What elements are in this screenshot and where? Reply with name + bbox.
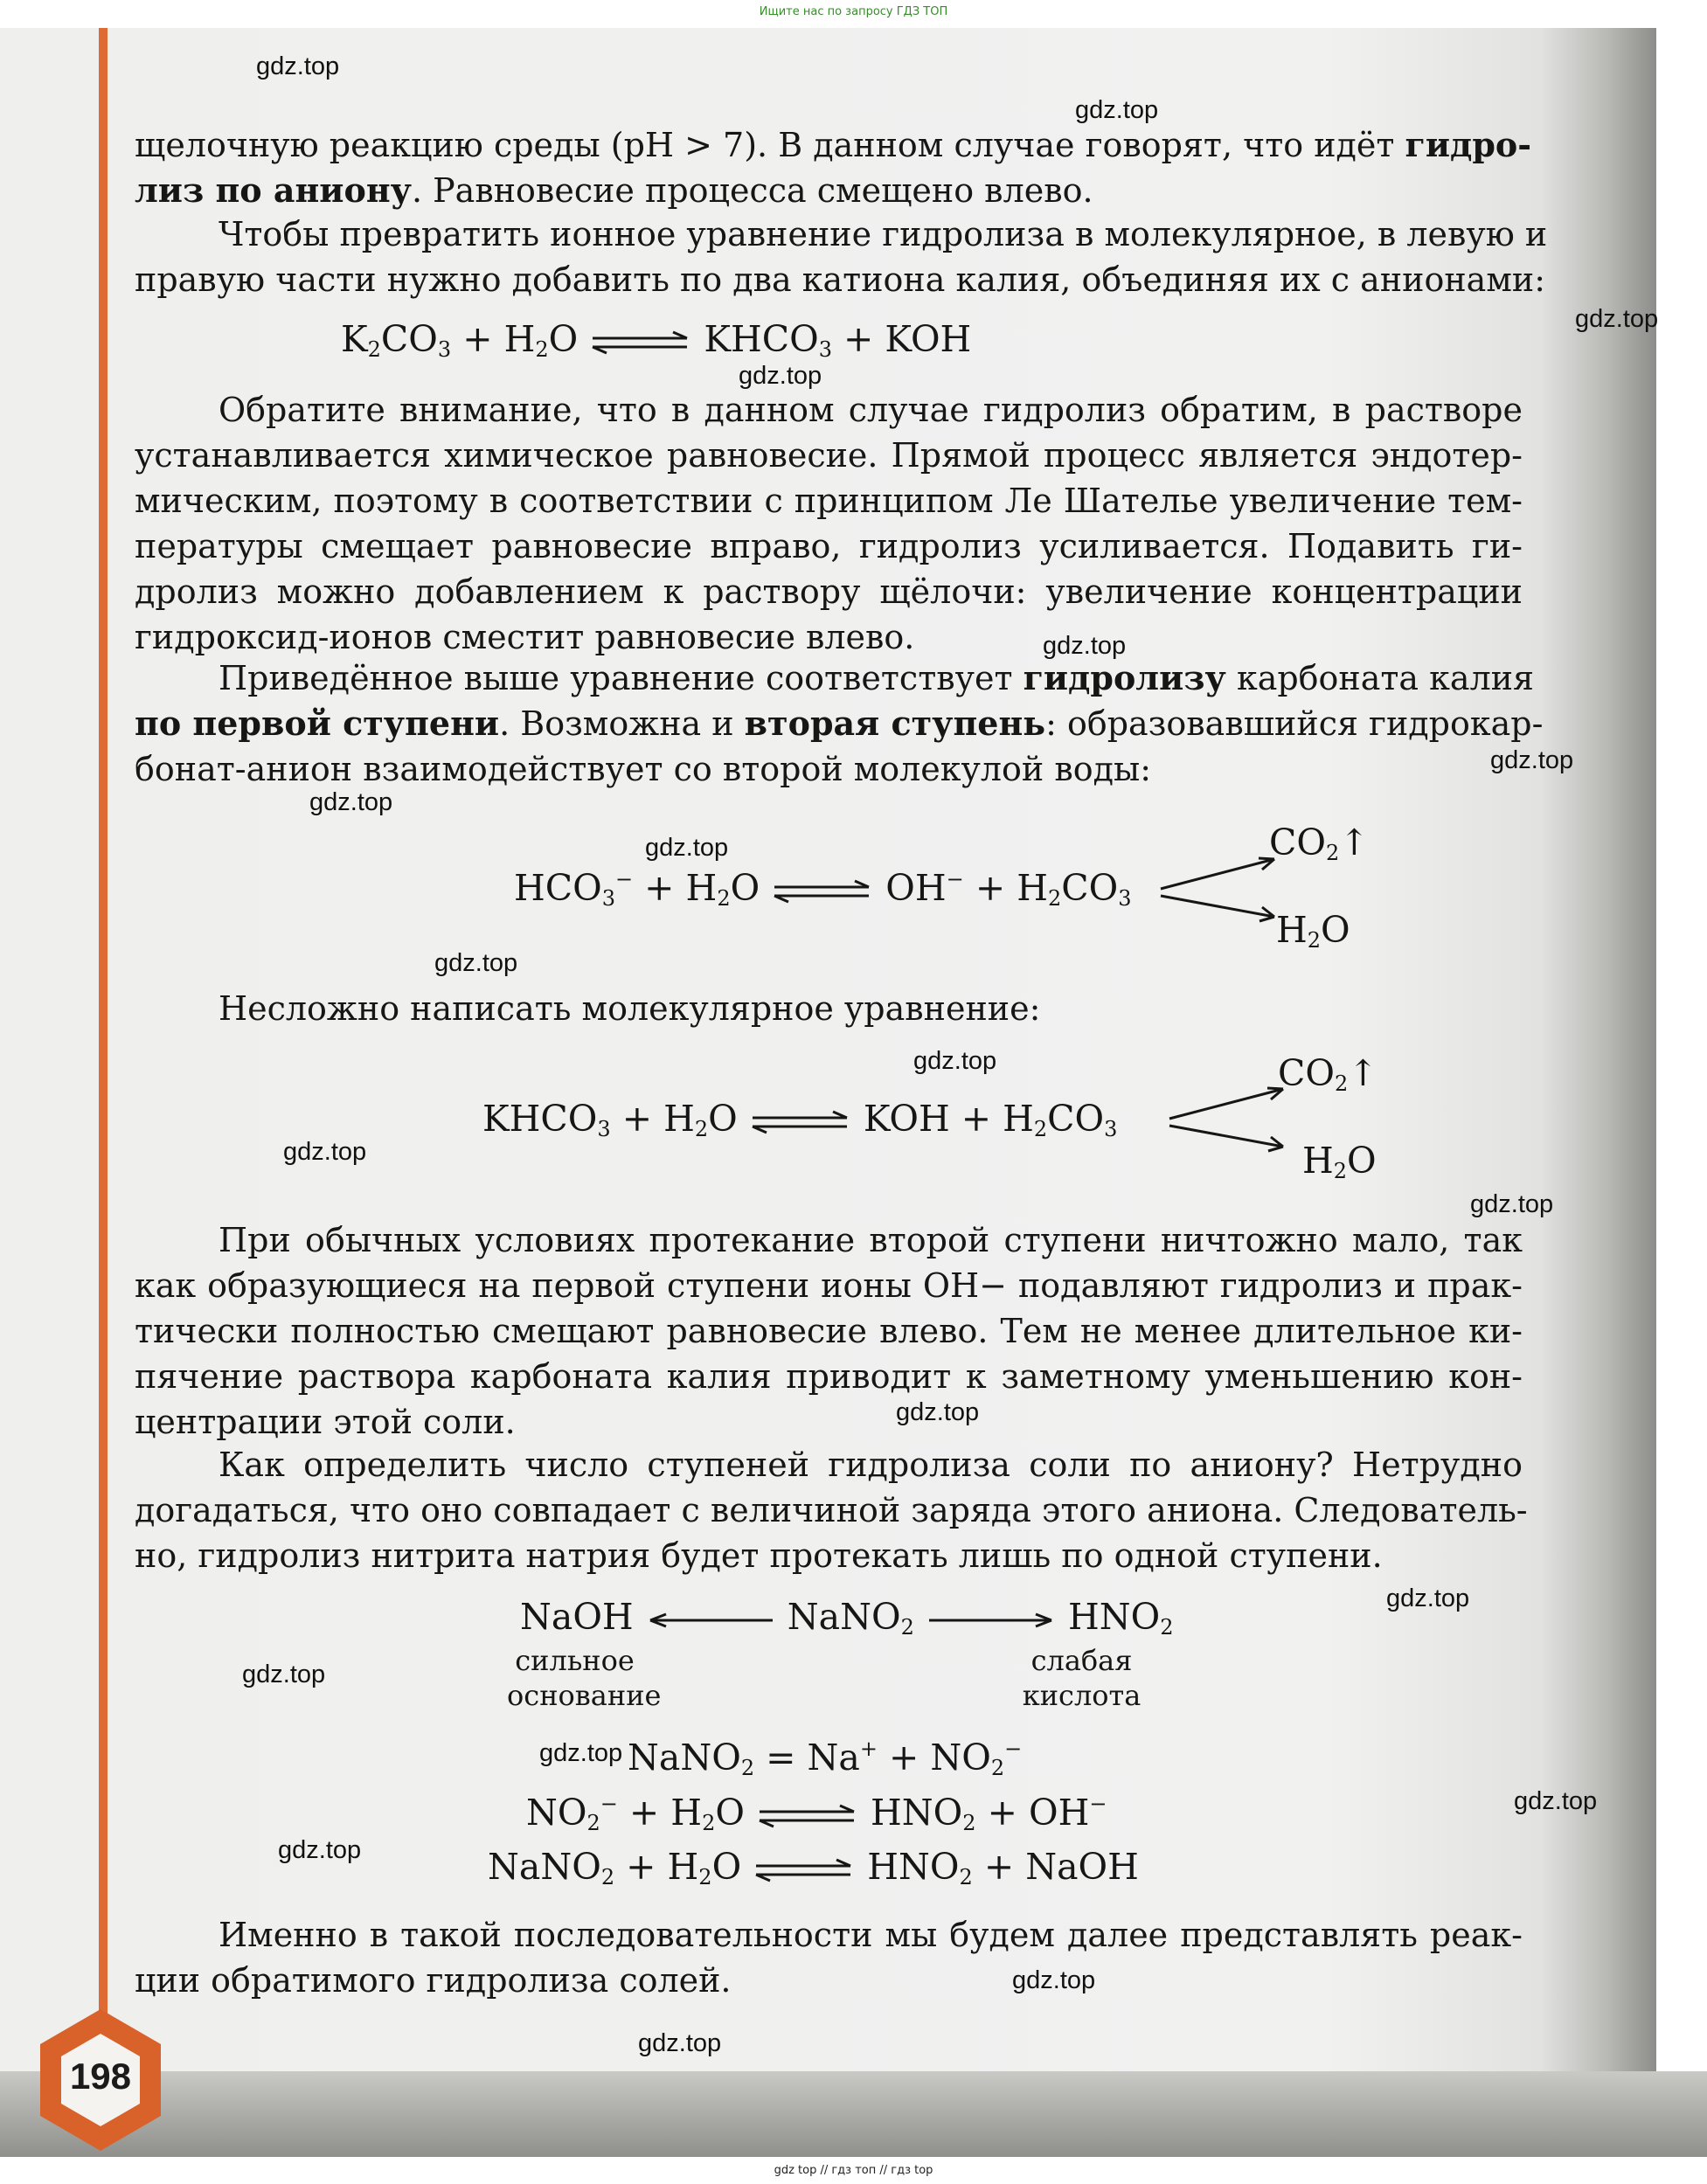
watermark: gdz.top <box>1075 96 1159 124</box>
paragraph-4: Приведённое выше уравнение соответствует гидролизу карбоната калия по первой ступени. Возможна и вторая ступень: образовавшийся гидрокар- бонат-анион взаимодействует со второй молекулой воды: <box>135 658 1544 788</box>
watermark: gdz.top <box>278 1836 362 1864</box>
watermark: gdz.top <box>434 949 518 977</box>
paragraph-5: Несложно написать молекулярное уравнение: <box>219 989 1041 1028</box>
equation-nano2-dissociation: NaNO$_2$ = $Na^+ + NO_2^-$ <box>628 1737 1023 1780</box>
paragraph-2: Чтобы превратить ионное уравнение гидролиза в молекулярное, в левую и правую части нужно добавить по два катиона калия, объединяя их с анионами: <box>135 215 1548 299</box>
equation-k2co3-hydrolysis: $K_2CO_3 + H_2O$ $KHCO_3$ + KOH <box>341 318 972 362</box>
watermark: gdz.top <box>256 52 340 80</box>
watermark: gdz.top <box>739 362 822 390</box>
paragraph-6: При обычных условиях протекание второй ступени ничтожно мало, так как образующиеся на первой ступени ионы OH− подавляют гидролиз и прак- тически полностью смещают равновесие влево. Тем не менее длительное ки- пячение раствора карбоната калия приводит к заметному уменьшению кон- центрации этой соли. <box>135 1221 1523 1441</box>
equation-hco3-hydrolysis: $HCO_3^- + H_2O$ $OH^- + H_2CO_3$ <box>514 867 1132 911</box>
watermark: gdz.top <box>1575 305 1659 333</box>
acid-label: слабая кислота <box>1022 1644 1141 1712</box>
base-label: сильное основание <box>507 1644 662 1712</box>
watermark: gdz.top <box>283 1138 367 1166</box>
equation-khco3-hydrolysis: $KHCO_3 + H_2O$ KOH + $H_2CO_3$ <box>482 1098 1118 1141</box>
page-number: 198 <box>69 2056 132 2097</box>
product-h2o: $H_2O$ <box>1276 909 1350 953</box>
watermark: gdz.top <box>1386 1584 1470 1612</box>
paragraph-8: Именно в такой последовательности мы будем далее представлять реак- ции обратимого гидролиза солей. <box>135 1916 1523 2000</box>
watermark: gdz.top <box>1490 746 1574 774</box>
product-co2: $CO_2↑$ <box>1269 822 1370 865</box>
product-h2o: $H_2O$ <box>1302 1140 1377 1183</box>
paragraph-1: щелочную реакцию среды (pH > 7). В данном случае говорят, что идёт гидро- лиз по аниону. Равновесие процесса смещено влево. <box>135 125 1532 210</box>
watermark: gdz.top <box>242 1661 326 1688</box>
equation-no2-hydrolysis: $NO_2^- + H_2O$ $HNO_2 + OH^-$ <box>526 1792 1107 1835</box>
equilibrium-arrow-icon <box>753 1857 856 1883</box>
equilibrium-arrow-icon <box>771 878 874 905</box>
paragraph-7: Как определить число ступеней гидролиза соли по аниону? Нетрудно догадаться, что оно совпадает с величиной заряда этого аниона. Следователь- но, гидролиз нитрита натрия будет протекать лишь по одной ступени. <box>135 1446 1528 1575</box>
watermark: gdz.top <box>896 1398 980 1426</box>
product-co2: $CO_2↑$ <box>1278 1052 1378 1096</box>
nitrite-scheme: NaOH NaNO$_2$ $HNO_2$ <box>520 1596 1174 1640</box>
paragraph-3: Обратите внимание, что в данном случае гидролиз обратим, в растворе устанавливается химическое равновесие. Прямой процесс является эндотер- мическим, поэтому в соответствии с принципом Ле Шателье увеличение тем- пературы смещает равновесие вправо, гидролиз усиливается. Подавить ги- дролиз можно добавлением к раствору щёлочи: увеличение концентрации гидроксид-ионов сместит равновесие влево. <box>135 391 1523 656</box>
watermark: gdz.top <box>1012 1966 1096 1994</box>
watermark: gdz.top <box>638 2029 722 2057</box>
page-bottom-band <box>0 2071 1707 2157</box>
decomposition-arrows-icon <box>1154 852 1285 931</box>
watermark: gdz.top <box>539 1739 623 1767</box>
watermark: gdz.top <box>913 1047 997 1075</box>
equation-nano2-molecular: NaNO$_2$ + $H_2O$ $HNO_2$ + NaOH <box>488 1846 1139 1889</box>
arrow-right-icon <box>926 1610 1057 1631</box>
margin-line <box>99 28 108 2029</box>
footer-note: gdz top // гдз топ // гдз top <box>774 2164 933 2177</box>
header-note: Ищите нас по запросу ГДЗ ТОП <box>759 5 948 18</box>
watermark: gdz.top <box>1514 1787 1598 1815</box>
equilibrium-arrow-icon <box>749 1109 852 1135</box>
watermark: gdz.top <box>309 788 393 816</box>
arrow-left-icon <box>645 1610 776 1631</box>
watermark: gdz.top <box>645 834 729 862</box>
decomposition-arrows-icon <box>1162 1082 1294 1161</box>
equilibrium-arrow-icon <box>756 1803 859 1829</box>
watermark: gdz.top <box>1470 1190 1554 1218</box>
watermark: gdz.top <box>1043 632 1127 660</box>
equilibrium-arrow-icon <box>589 329 692 356</box>
